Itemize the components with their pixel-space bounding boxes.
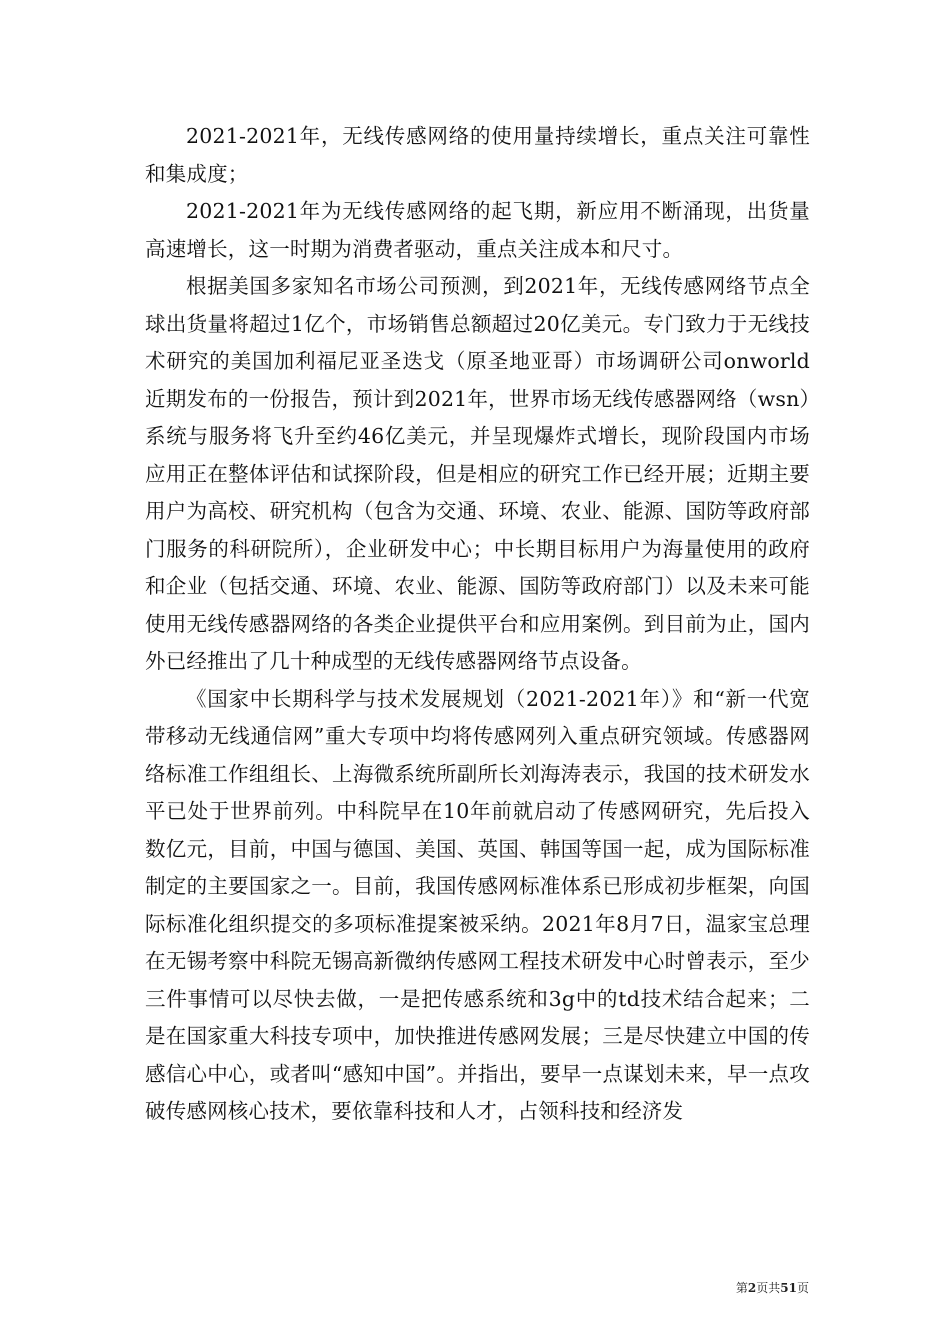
document-body [145, 118, 810, 1131]
total-pages-number: 51 [780, 1281, 797, 1295]
paragraph-1: 2021-2021年，无线传感网络的使用量持续增长，重点关注可靠性和集成度； [145, 124, 810, 186]
paragraph-2: 2021-2021年为无线传感网络的起飞期，新应用不断涌现，出货量高速增长，这一时期为消费者驱动，重点关注成本和尺寸。 [145, 199, 810, 261]
footer-middle: 页共 [756, 1281, 781, 1295]
paragraph-3: 根据美国多家知名市场公司预测，到2021年，无线传感网络节点全球出货量将超过1亿个，市场销售总额超过20亿美元。专门致力于无线技术研究的美国加利福尼亚圣迭戈（原圣地亚哥）市场调研公司onworld近期发布的一份报告，预计到2021年，世界市场无线传感器网络（wsn）系统与服务将飞升至约46亿美元，并呈现爆炸式增长，现阶段国内市场应用正在整体评估和试探阶段，但是相应的研究工作已经开展；近期主要用户为高校、研究机构（包含为交通、环境、农业、能源、国防等政府部门服务的科研院所），企业研发中心；中长期目标用户为海量使用的政府和企业（包括交通、环境、农业、能源、国防等政府部门）以及未来可能使用无线传感器网络的各类企业提供平台和应用案例。到目前为止，国内外已经推出了几十种成型的无线传感器网络节点设备。 [145, 274, 810, 673]
page-number-footer [736, 1279, 809, 1296]
footer-prefix: 第 [735, 1281, 748, 1295]
paragraph-4: 《国家中长期科学与技术发展规划（2021-2021年）》和“新一代宽带移动无线通信网”重大专项中均将传感网列入重点研究领域。传感器网络标准工作组组长、上海微系统所副所长刘海涛表示，我国的技术研发水平已处于世界前列。中科院早在10年前就启动了传感网研究，先后投入数亿元，目前，中国与德国、美国、英国、韩国等国一起，成为国际标准制定的主要国家之一。目前，我国传感网标准体系已形成初步框架，向国际标准化组织提交的多项标准提案被采纳。2021年8月7日，温家宝总理在无锡考察中科院无锡高新微纳传感网工程技术研发中心时曾表示，至少三件事情可以尽快去做，一是把传感系统和3g中的td技术结合起来；二是在国家重大科技专项中，加快推进传感网发展；三是尽快建立中国的传感信心中心，或者叫“感知中国”。并指出，要早一点谋划未来，早一点攻破传感网核心技术，要依靠科技和人才，占领科技和经济发 [145, 686, 810, 1123]
footer-suffix: 页 [796, 1281, 809, 1295]
current-page-number: 2 [747, 1281, 757, 1295]
